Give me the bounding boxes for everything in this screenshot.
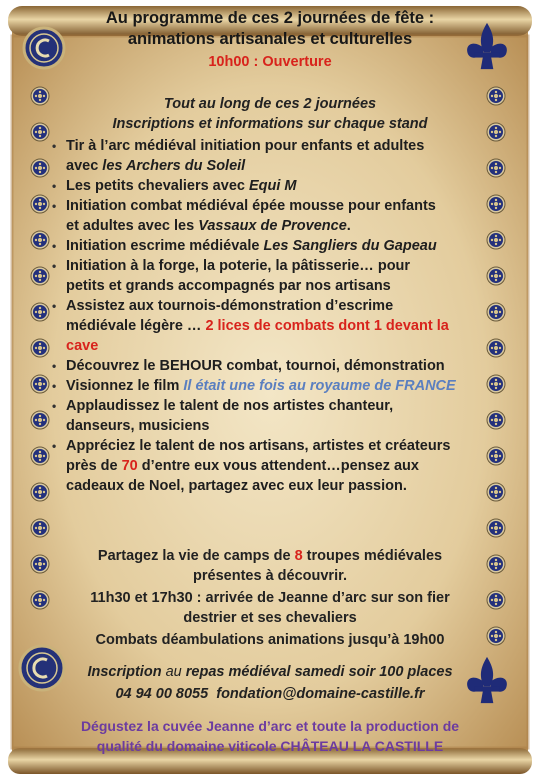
footer-line-2: qualité du domaine viticole CHÂTEAU LA CASTILLE — [96, 738, 444, 754]
footer-line-1: Dégustez la cuvée Jeanne d’arc et toute la production de — [80, 718, 460, 734]
camps-line-5: Combats déambulations animations jusqu’à 19h00 — [95, 632, 445, 648]
list-item: • Initiation escrime médiévale Les Sangliers du Gapeau — [52, 238, 437, 254]
opening-time: 10h00 : Ouverture — [208, 54, 332, 70]
list-item: • Initiation combat médiéval épée mousse pour enfants et adultes avec les Vassaux de Provence. — [52, 198, 436, 234]
registration-line: Inscription au repas médiéval samedi soir 100 places — [87, 664, 453, 680]
title-line-2: animations artisanales et culturelles — [127, 30, 413, 48]
camps-line-2: présentes à découvrir. — [193, 568, 347, 584]
list-item: • Visionnez le film Il était une fois au royaume de FRANCE — [52, 378, 456, 394]
title-line-1: Au programme de ces 2 journées de fête : — [105, 9, 435, 27]
list-item: • Découvrez le BEHOUR combat, tournoi, démonstration — [52, 358, 445, 374]
intro-line-2: Inscriptions et informations sur chaque stand — [112, 116, 428, 132]
email-address: fondation@domaine-castille.fr — [216, 686, 425, 702]
list-item: • Initiation à la forge, la poterie, la pâtisserie… pour petits et grands accompagnés par nos artisans — [52, 258, 411, 294]
list-item: • Les petits chevaliers avec Equi M — [52, 178, 297, 194]
camps-line-4: destrier et ses chevaliers — [183, 610, 357, 626]
activities-list — [52, 136, 488, 496]
camps-line-1: Partagez la vie de camps de 8 troupes médiévales — [97, 548, 443, 564]
list-item: • Assistez aux tournois-démonstration d’escrime médiévale légère … 2 lices de combats dont 1 devant la cave — [52, 298, 449, 354]
list-item: • Appréciez le talent de nos artisans, artistes et créateurs près de 70 d’entre eux vous attendent…pensez aux cadeaux de Noel, partagez avec eux leur passion. — [52, 438, 451, 494]
intro-line-1: Tout au long de ces 2 journées — [163, 96, 377, 112]
film-title: Il était une fois au royaume de FRANCE — [183, 378, 456, 394]
phone-number: 04 94 00 8055 — [115, 686, 209, 702]
contact-line — [70, 684, 470, 704]
camps-line-3: 11h30 et 17h30 : arrivée de Jeanne d’arc sur son fier — [90, 590, 450, 606]
list-item: • Tir à l’arc médiéval initiation pour enfants et adultes avec les Archers du Soleil — [52, 138, 425, 174]
list-item: • Applaudissez le talent de nos artistes chanteur, danseurs, musiciens — [52, 398, 394, 434]
